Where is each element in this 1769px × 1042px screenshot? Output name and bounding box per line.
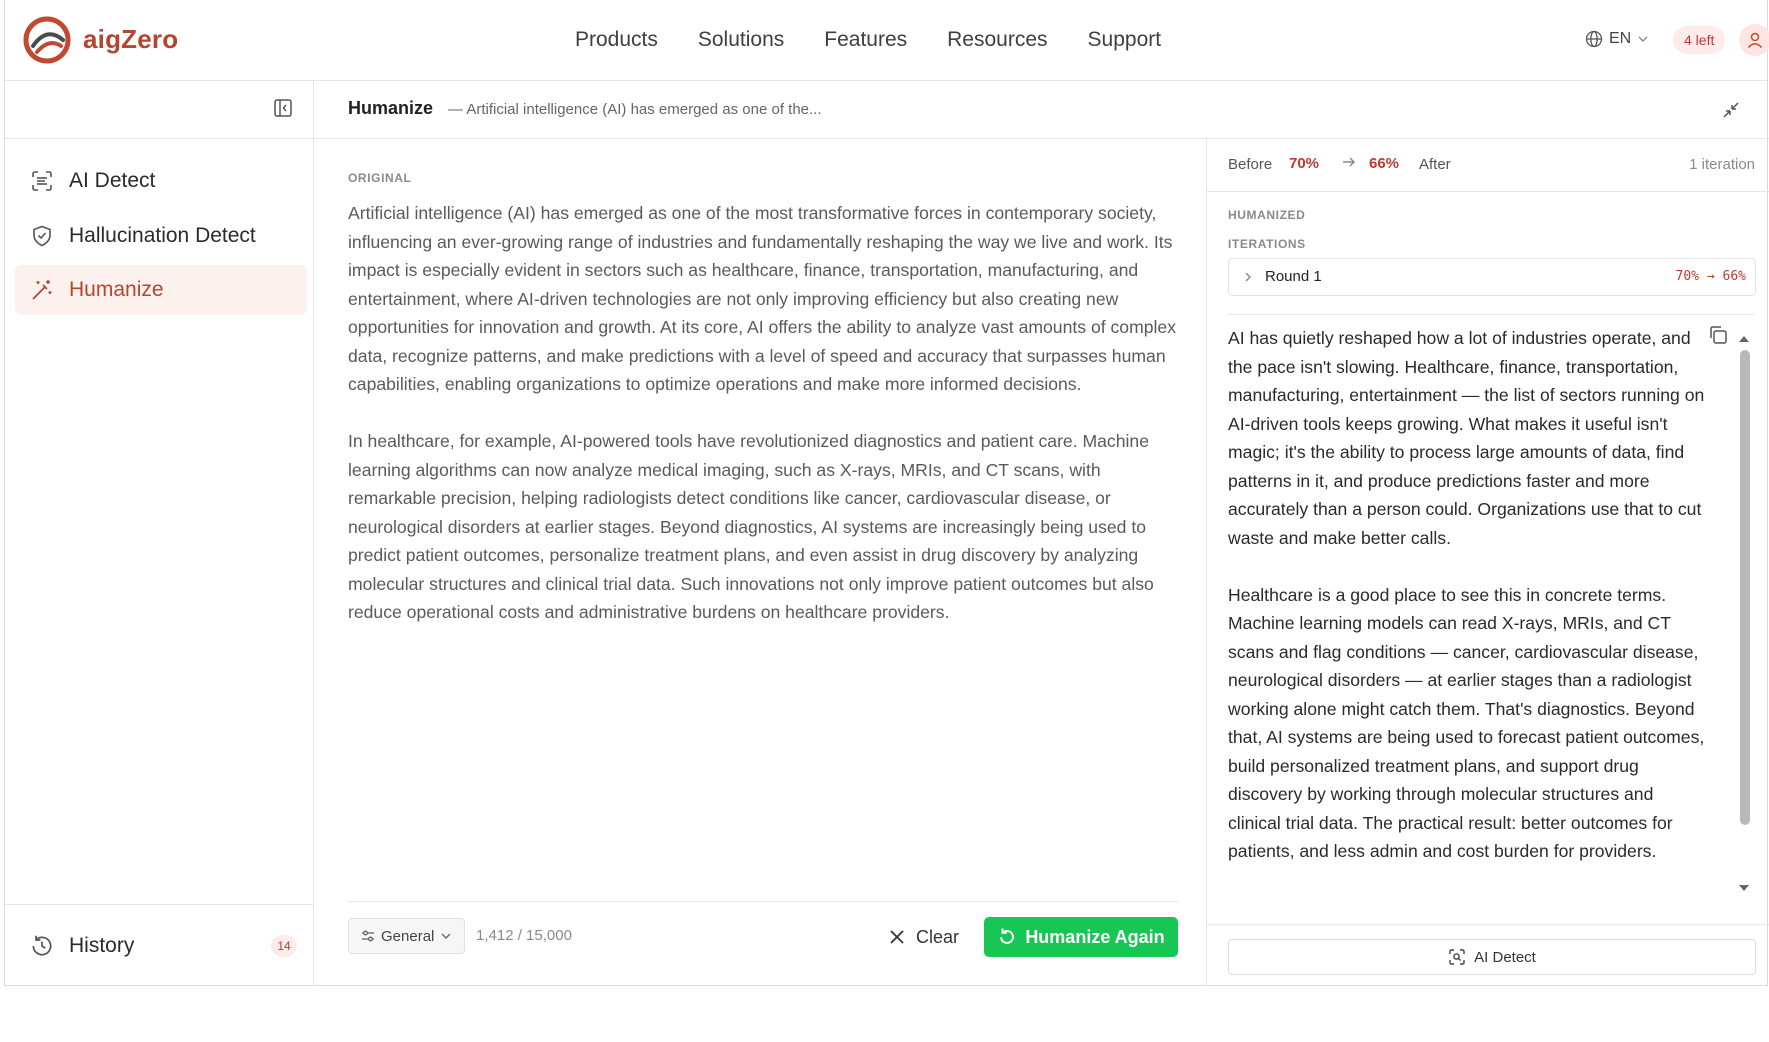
top-nav bbox=[5, 0, 1767, 81]
iteration-round-1[interactable] bbox=[1228, 258, 1756, 296]
mode-label: General bbox=[381, 927, 435, 945]
app-window bbox=[4, 0, 1768, 986]
collapse-sidebar-icon[interactable] bbox=[273, 98, 293, 118]
arrow-right-icon bbox=[1341, 154, 1357, 170]
humanized-paragraph: Healthcare is a good place to see this in concrete terms. Machine learning models can read X-rays, MRIs, and CT scans and flag conditions — cancer, cardiovascular disease, neurological disorders — at earlier stages than a radiologist working alone might catch them. That's diagnostics. Beyond that, AI systems are being used to forecast patient outcomes, build personalized treatment plans, and support drug discovery by working through molecular structures and clinical trial data. The practical result: better outcomes for patients, and less admin and cost burden for providers. bbox=[1228, 584, 1705, 861]
nav-solutions[interactable]: Solutions bbox=[697, 28, 785, 51]
before-score: 70% bbox=[1289, 155, 1320, 172]
user-avatar[interactable] bbox=[1739, 24, 1769, 56]
after-label: After bbox=[1419, 156, 1451, 173]
sidebar-item-ai-detect[interactable] bbox=[15, 156, 307, 206]
sidebar-item-history[interactable] bbox=[15, 923, 307, 969]
round-label: Round 1 bbox=[1265, 268, 1322, 285]
scan-search-icon bbox=[1448, 948, 1466, 966]
scrollbar-thumb[interactable] bbox=[1740, 350, 1750, 825]
close-icon bbox=[888, 928, 906, 946]
history-section bbox=[5, 904, 313, 987]
user-icon bbox=[1746, 31, 1764, 49]
humanize-again-button[interactable] bbox=[984, 917, 1178, 957]
sidebar-item-label: Hallucination Detect bbox=[69, 224, 256, 247]
ai-detect-label: AI Detect bbox=[1474, 948, 1536, 966]
humanized-label: HUMANIZED bbox=[1228, 208, 1306, 222]
page-title: Humanize bbox=[348, 98, 434, 118]
chevron-right-icon bbox=[1241, 270, 1255, 284]
before-label: Before bbox=[1228, 156, 1273, 173]
humanized-paragraph: AI has quietly reshaped how a lot of industries operate, and the pace isn't slowing. Healthcare, finance, transportation, manufacturing, entertainment — the list of sectors running on AI-driven tools keeps growing. What makes it useful isn't magic; it's the ability to process large amounts of data, find patterns in it, and produce predictions faster and more accurately than a person could. Organizations use that to cut waste and make better calls. bbox=[1228, 328, 1705, 548]
sidebar-item-hallucination-detect[interactable] bbox=[15, 211, 307, 261]
character-count: 1,412 / 15,000 bbox=[476, 927, 572, 944]
minimize-icon[interactable] bbox=[1721, 100, 1741, 120]
sidebar-item-humanize[interactable] bbox=[15, 265, 307, 315]
language-label: EN bbox=[1609, 30, 1632, 47]
divider bbox=[1228, 314, 1754, 315]
result-pane bbox=[1207, 139, 1769, 986]
brand-name[interactable]: aigZero bbox=[83, 24, 179, 54]
history-count-badge: 14 bbox=[271, 935, 297, 957]
original-paragraph: Artificial intelligence (AI) has emerged as one of the most transformative forces in contemporary society, influencing an ever-growing range of industries and fundamentally reshaping the way we live and work. Its impact is especially evident in sectors such as healthcare, finance, transportation, manufacturing, and entertainment, where AI-driven technologies are not only improving efficiency but also creating new opportunities for innovation and growth. At its core, AI offers the ability to analyze vast amounts of complex data, recognize patterns, and make predictions with a level of speed and accuracy that surpasses human capabilities, enabling organizations to optimize operations and make more informed decisions. bbox=[348, 203, 1177, 394]
mode-select[interactable] bbox=[348, 918, 465, 954]
sidebar-top bbox=[5, 80, 313, 139]
credits-badge: 4 left bbox=[1673, 26, 1725, 54]
chevron-down-icon bbox=[1637, 33, 1649, 45]
round-score: 70% → 66% bbox=[1675, 269, 1746, 284]
sidebar-item-label: AI Detect bbox=[69, 169, 156, 192]
original-pane bbox=[314, 139, 1207, 986]
sidebar bbox=[5, 80, 314, 986]
main-nav bbox=[575, 28, 1161, 52]
content-header bbox=[314, 80, 1769, 139]
original-text[interactable] bbox=[348, 199, 1178, 655]
language-selector[interactable] bbox=[1585, 30, 1649, 48]
original-paragraph: In healthcare, for example, AI-powered tools have revolutionized diagnostics and patient care. Machine learning algorithms can now analyze medical imaging, such as X-rays, MRIs, and CT scans, with remarkable precision, helping radiologists detect conditions like cancer, cardiovascular disease, or neurological disorders at earlier stages. Beyond diagnostics, AI systems are increasingly being used to predict patient outcomes, personalize treatment plans, and even assist in drug discovery by analyzing molecular structures and clinical trial data. Such innovations not only improve patient outcomes but also reduce operational costs and administrative burdens on healthcare providers. bbox=[348, 431, 1154, 622]
page-subtitle: — Artificial intelligence (AI) has emerged as one of the... bbox=[448, 101, 822, 118]
original-label: ORIGINAL bbox=[348, 171, 412, 185]
original-footer bbox=[348, 901, 1178, 962]
scroll-down-arrow[interactable] bbox=[1739, 885, 1749, 891]
nav-support[interactable]: Support bbox=[1087, 28, 1162, 51]
ai-detect-button[interactable] bbox=[1228, 939, 1756, 975]
clear-label: Clear bbox=[916, 926, 960, 947]
shield-check-icon bbox=[29, 223, 55, 249]
result-footer bbox=[1207, 924, 1769, 987]
iterations-label: ITERATIONS bbox=[1228, 237, 1306, 251]
nav-resources[interactable]: Resources bbox=[947, 28, 1048, 51]
sidebar-item-label: Humanize bbox=[69, 278, 164, 301]
chevron-down-icon bbox=[440, 930, 452, 942]
humanize-again-label: Humanize Again bbox=[1025, 926, 1165, 947]
history-label: History bbox=[69, 934, 135, 957]
scan-text-icon bbox=[29, 168, 55, 194]
magic-wand-icon bbox=[29, 277, 55, 303]
iteration-count: 1 iteration bbox=[1689, 156, 1755, 173]
history-icon bbox=[29, 933, 55, 959]
copy-icon[interactable] bbox=[1707, 324, 1729, 346]
refresh-icon bbox=[997, 927, 1017, 947]
nav-products[interactable]: Products bbox=[575, 28, 658, 51]
score-bar bbox=[1207, 139, 1769, 192]
globe-icon bbox=[1585, 30, 1603, 48]
humanized-text bbox=[1228, 324, 1708, 866]
after-score: 66% bbox=[1369, 155, 1400, 172]
logo-icon[interactable] bbox=[23, 16, 71, 64]
sliders-icon bbox=[361, 929, 375, 943]
scroll-up-arrow[interactable] bbox=[1739, 336, 1749, 342]
clear-button[interactable] bbox=[888, 918, 959, 956]
nav-features[interactable]: Features bbox=[824, 28, 908, 51]
